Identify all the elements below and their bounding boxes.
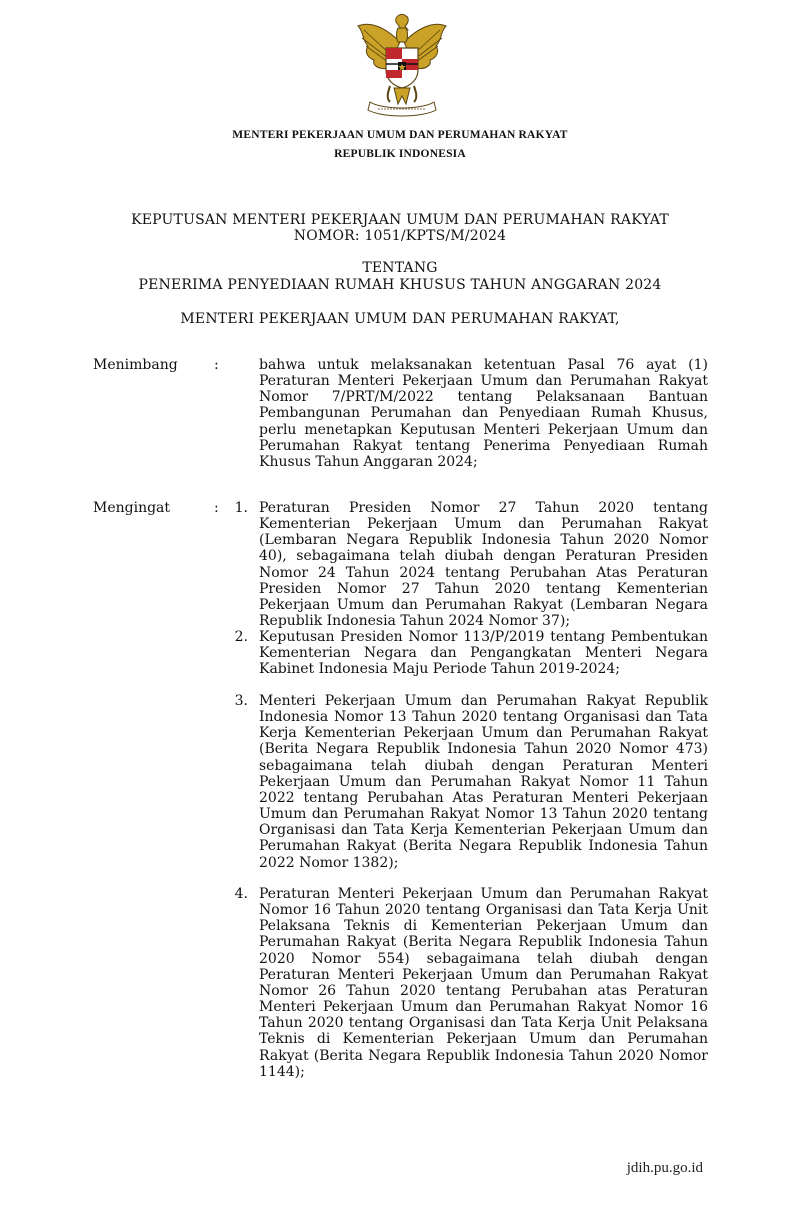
list-item: Menteri Pekerjaan Umum dan Perumahan Rakyat Republik Indonesia Nomor 13 Tahun 2020 tentang Organisasi dan Tata Kerja Kementerian Pekerjaan Umum dan Perumahan Rakyat (Berita Negara Republik Indonesia Tahun 2020 Nomor 473) sebagaimana telah diubah dengan Peraturan Menteri Pekerjaan Umum dan Perumahan Rakyat Nomor 11 Tahun 2022 tentang Perubahan Atas Peraturan Menteri Pekerjaan Umum dan Perumahan Rakyat Nomor 13 Tahun 2020 tentang Organisasi dan Tata Kerja Kementerian Pekerjaan Umum dan Perumahan Rakyat (Berita Negara Republik Indonesia Tahun 2022 Nomor 1382); — [259, 693, 708, 871]
mengingat-colon: : — [214, 500, 219, 516]
decree-number: NOMOR: 1051/KPTS/M/2024 — [293, 228, 507, 244]
minister-heading: MENTERI PEKERJAAN UMUM DAN PERUMAHAN RAKYAT, — [180, 311, 620, 327]
footer-site: jdih.pu.go.id — [626, 1160, 703, 1176]
menimbang-colon: : — [214, 357, 219, 373]
garuda-emblem-icon — [350, 12, 454, 118]
institution-country: REPUBLIK INDONESIA — [334, 148, 466, 160]
menimbang-text: bahwa untuk melaksanakan ketentuan Pasal 76 ayat (1) Peraturan Menteri Pekerjaan Umum dan Perumahan Rakyat Nomor 7/PRT/M/2022 tentang Pelaksanaan Bantuan Pembangunan Perumahan dan Penyediaan Rumah Khusus, perlu menetapkan Keputusan Menteri Pekerjaan Umum dan Perumahan Rakyat tentang Penerima Penyediaan Rumah Khusus Tahun Anggaran 2024; — [259, 357, 708, 470]
decree-subject: PENERIMA PENYEDIAAN RUMAH KHUSUS TAHUN ANGGARAN 2024 — [138, 277, 662, 293]
menimbang-label: Menimbang — [93, 357, 178, 373]
list-item-number: 2. — [234, 629, 248, 645]
list-item: Keputusan Presiden Nomor 113/P/2019 tentang Pembentukan Kementerian Negara dan Pengangkatan Menteri Negara Kabinet Indonesia Maju Periode Tahun 2019-2024; — [259, 629, 708, 678]
list-item: Peraturan Presiden Nomor 27 Tahun 2020 tentang Kementerian Pekerjaan Umum dan Perumahan Rakyat (Lembaran Negara Republik Indonesia Tahun 2020 Nomor 40), sebagaimana telah diubah dengan Peraturan Presiden Nomor 24 Tahun 2024 tentang Perubahan Atas Peraturan Presiden Nomor 27 Tahun 2020 tentang Kementerian Pekerjaan Umum dan Perumahan Rakyat (Lembaran Negara Republik Indonesia Tahun 2024 Nomor 37); — [259, 500, 708, 630]
mengingat-label: Mengingat — [93, 500, 171, 516]
list-item-number: 3. — [234, 693, 248, 709]
institution-name: MENTERI PEKERJAAN UMUM DAN PERUMAHAN RAKYAT — [232, 129, 568, 141]
list-item: Peraturan Menteri Pekerjaan Umum dan Perumahan Rakyat Nomor 16 Tahun 2020 tentang Organisasi dan Tata Kerja Unit Pelaksana Teknis di Kementerian Pekerjaan Umum dan Perumahan Rakyat (Berita Negara Republik Indonesia Tahun 2020 Nomor 554) sebagaimana telah diubah dengan Peraturan Menteri Pekerjaan Umum dan Perumahan Rakyat Nomor 26 Tahun 2020 tentang Perubahan atas Peraturan Menteri Pekerjaan Umum dan Perumahan Rakyat Nomor 16 Tahun 2020 tentang Organisasi dan Tata Kerja Unit Pelaksana Teknis di Kementerian Pekerjaan Umum dan Perumahan Rakyat (Berita Negara Republik Indonesia Tahun 2020 Nomor 1144); — [259, 886, 708, 1080]
list-item-number: 4. — [234, 886, 248, 902]
list-item-number: 1. — [234, 500, 248, 516]
decree-about-label: TENTANG — [362, 260, 438, 276]
decree-title: KEPUTUSAN MENTERI PEKERJAAN UMUM DAN PERUMAHAN RAKYAT — [131, 212, 669, 228]
